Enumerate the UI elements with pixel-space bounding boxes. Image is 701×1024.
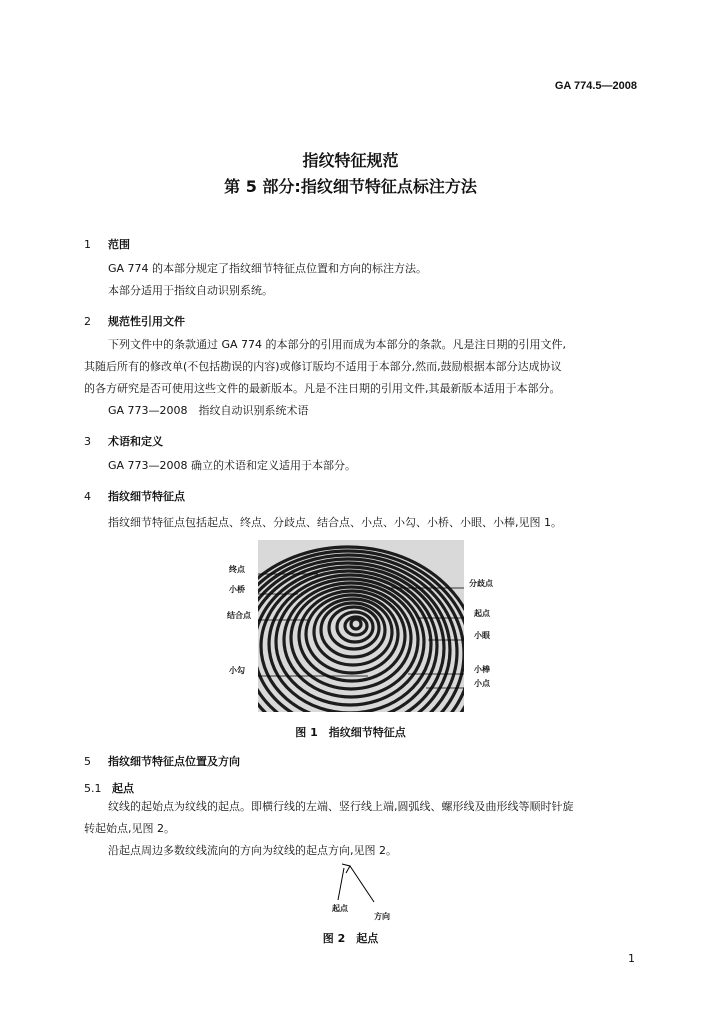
label-hook: 小勾 (229, 666, 245, 675)
label-dot: 小点 (474, 679, 490, 688)
section-title: 术语和定义 (108, 435, 163, 448)
section-number: 5 (84, 755, 91, 768)
section-number: 5.1 (84, 782, 102, 795)
fingerprint-image (258, 540, 464, 712)
label-short-ridge: 小棒 (474, 665, 490, 674)
paragraph: 指纹细节特征点包括起点、终点、分歧点、结合点、小点、小勾、小桥、小眼、小棒,见图 1。 (108, 516, 562, 529)
section-5-heading (84, 753, 240, 769)
paragraph: GA 773—2008 确立的术语和定义适用于本部分。 (108, 459, 357, 472)
section-2-heading (84, 313, 185, 329)
label-bifurcation: 分歧点 (469, 579, 493, 588)
section-number: 2 (84, 315, 91, 328)
section-title: 指纹细节特征点位置及方向 (108, 755, 240, 768)
section-title: 指纹细节特征点 (108, 490, 185, 503)
label-start: 起点 (474, 609, 490, 618)
section-1-heading (84, 236, 130, 252)
label-eye: 小眼 (474, 631, 490, 640)
section-title: 范围 (108, 238, 130, 251)
page-number: 1 (628, 952, 635, 965)
figure-2-caption: 图 2 起点 (322, 932, 379, 945)
paragraph: GA 774 的本部分规定了指纹细节特征点位置和方向的标注方法。 (108, 262, 428, 275)
paragraph: 纹线的起始点为纹线的起点。即横行线的左端、竖行线上端,圆弧线、螺形线及曲形线等顺时针旋 (108, 800, 574, 813)
label-start-point: 起点 (332, 904, 348, 913)
section-title: 起点 (112, 782, 134, 795)
paragraph: 本部分适用于指纹自动识别系统。 (108, 284, 273, 297)
section-number: 1 (84, 238, 91, 251)
paragraph: 其随后所有的修改单(不包括勘误的内容)或修订版均不适用于本部分,然而,鼓励根据本部分达成协议 (84, 360, 562, 373)
section-5-1-heading (84, 780, 134, 796)
section-number: 3 (84, 435, 91, 448)
paragraph: 沿起点周边多数纹线流向的方向为纹线的起点方向,见图 2。 (108, 844, 397, 857)
label-ending: 终点 (229, 565, 245, 574)
figure-1-caption: 图 1 指纹细节特征点 (295, 726, 406, 739)
section-title: 规范性引用文件 (108, 315, 185, 328)
section-4-heading (84, 488, 185, 504)
normative-reference: GA 773—2008 指纹自动识别系统术语 (108, 404, 309, 417)
label-direction: 方向 (374, 912, 390, 921)
paragraph: 的各方研究是否可使用这些文件的最新版本。凡是不注日期的引用文件,其最新版本适用于本部分。 (84, 382, 561, 395)
section-number: 4 (84, 490, 91, 503)
paragraph: 下列文件中的条款通过 GA 774 的本部分的引用而成为本部分的条款。凡是注日期的引用文件, (108, 338, 567, 351)
label-bridge: 小桥 (229, 585, 245, 594)
label-convergence: 结合点 (227, 611, 251, 620)
section-3-heading (84, 433, 163, 449)
standard-number: GA 774.5—2008 (554, 80, 637, 92)
paragraph: 转起始点,见图 2。 (84, 822, 175, 835)
document-title: 指纹特征规范 (302, 151, 399, 170)
document-subtitle: 第 5 部分:指纹细节特征点标注方法 (224, 177, 477, 196)
